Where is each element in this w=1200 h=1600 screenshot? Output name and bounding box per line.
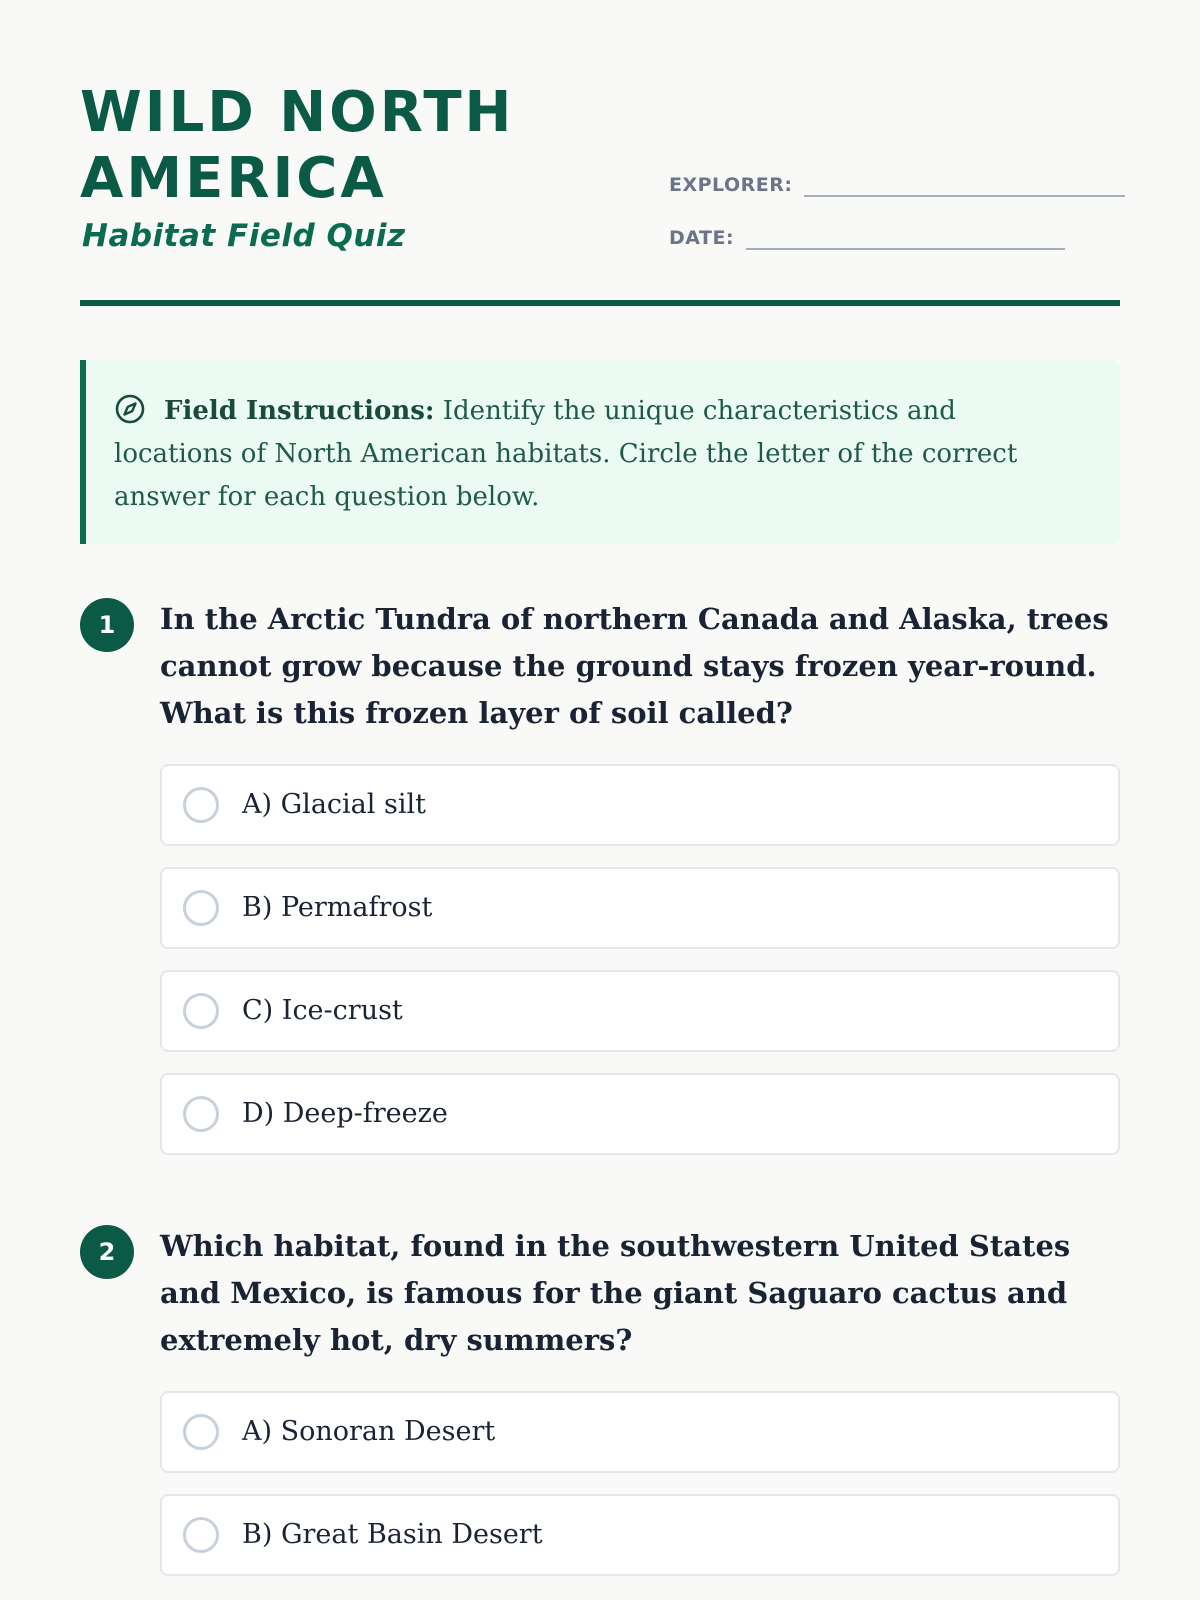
answer-option-a[interactable] — [160, 764, 1120, 846]
answer-option-b[interactable] — [160, 867, 1120, 949]
instructions-box — [80, 360, 1120, 544]
question-text: Which habitat, found in the southwestern United States and Mexico, is famous for the giant Saguaro cactus and extremely hot, dry summers? — [160, 1229, 1071, 1357]
answer-option-c[interactable] — [160, 970, 1120, 1052]
answer-label: B) Great Basin Desert — [242, 1519, 543, 1550]
explorer-field — [669, 173, 1125, 197]
answer-option-a[interactable] — [160, 1391, 1120, 1473]
radio-circle-icon[interactable] — [183, 1517, 219, 1553]
answer-option-b[interactable] — [160, 1494, 1120, 1576]
answer-label: D) Deep-freeze — [242, 1098, 448, 1129]
page-title: WILD NORTH AMERICA — [80, 80, 515, 211]
answer-label: B) Permafrost — [242, 892, 433, 923]
question-number-badge: 1 — [80, 598, 134, 652]
quiz-page — [80, 0, 1120, 1600]
header-divider — [80, 300, 1120, 306]
question-text: In the Arctic Tundra of northern Canada and Alaska, trees cannot grow because the ground stays frozen year-round. What is this frozen layer of soil called? — [160, 602, 1109, 730]
instructions-lead: Field Instructions: — [164, 396, 435, 426]
answer-option-d[interactable] — [160, 1073, 1120, 1155]
question-number-badge: 2 — [80, 1225, 134, 1279]
page-subtitle: Habitat Field Quiz — [82, 218, 406, 254]
date-input-line[interactable] — [746, 226, 1065, 250]
answer-label: A) Sonoran Desert — [242, 1416, 496, 1447]
radio-circle-icon[interactable] — [183, 1414, 219, 1450]
date-label: DATE: — [669, 227, 735, 249]
explorer-label: EXPLORER: — [669, 174, 793, 196]
radio-circle-icon[interactable] — [183, 787, 219, 823]
radio-circle-icon[interactable] — [183, 993, 219, 1029]
compass-icon — [114, 393, 146, 425]
instructions-text: Identify the unique characteristics and locations of North American habitats. Circle the letter of the correct answer for each question below. — [114, 396, 1018, 512]
radio-circle-icon[interactable] — [183, 890, 219, 926]
answer-label: C) Ice-crust — [242, 995, 403, 1026]
answer-label: A) Glacial silt — [242, 789, 426, 820]
explorer-input-line[interactable] — [804, 173, 1125, 197]
date-field — [669, 226, 1065, 250]
radio-circle-icon[interactable] — [183, 1096, 219, 1132]
